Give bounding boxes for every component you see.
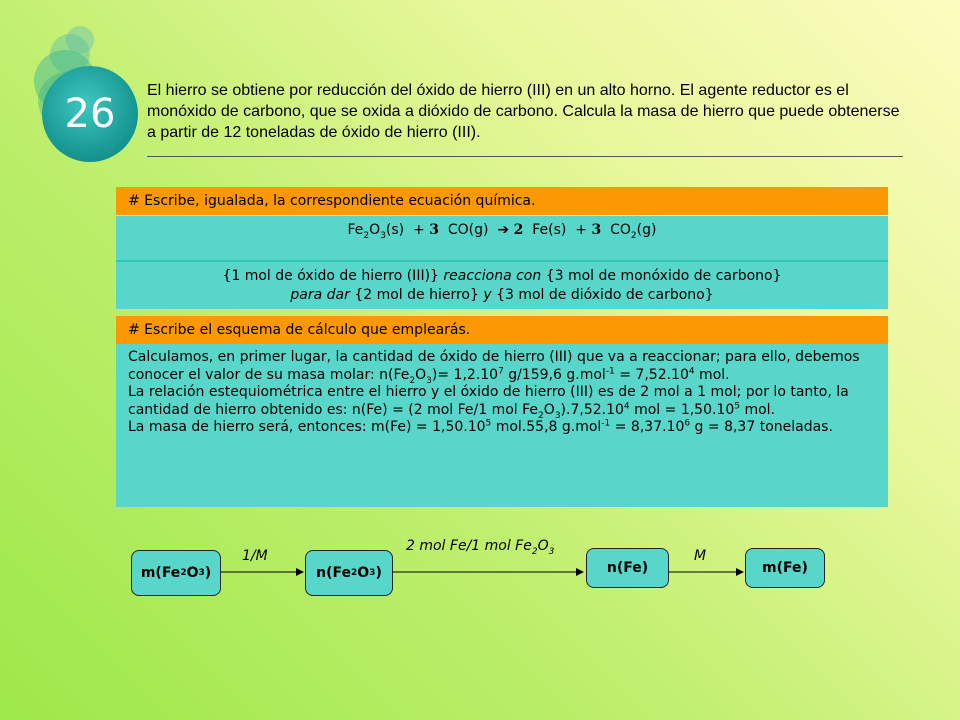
problem-statement: El hierro se obtiene por reducción del óxido de hierro (III) en un alto horno. El agente reductor es el monóxido de carbono, que se oxida a dióxido de carbono. Calcula la masa de hierro que puede obtenerse a partir de 12 toneladas de óxido de hierro (III). (147, 82, 900, 141)
coef-co2: 3 (591, 222, 602, 238)
calc-paragraph-2: La relación estequiométrica entre el hierro y el óxido de hierro (III) es de 2 mol a 1 mol; por lo tanto, la cantidad de hierro obtenido es: n(Fe) = (2 mol Fe/1 mol $Fe_2O_3).7,52.10^4$ mol = $1,50.10^5$ mol. (128, 384, 849, 421)
problem-number: 26 (42, 66, 138, 162)
meaning-text: y (483, 287, 492, 303)
coef-fe: 2 (513, 222, 524, 238)
meaning-text: {1 mol de óxido de hierro (III)} (222, 268, 439, 284)
arrow-icon: ➔ (497, 222, 510, 238)
node-moles-fe: n(Fe) (586, 548, 669, 588)
meaning-text: reacciona con (443, 268, 542, 284)
label-stoichiometric-ratio: 2 mol Fe/1 mol $Fe_2O_3$ (406, 538, 555, 557)
calc-paragraph-3: La masa de hierro será, entonces: $m(Fe) = 1,50.10^5$ mol.55,8 $g.mol^{-1} = 8,37.10^6$ g = 8,37 toneladas. (128, 418, 833, 435)
reactant-co: CO(g) (447, 222, 489, 238)
chemical-equation: $Fe_2O_3(s) + 3$ CO(g) ➔ 2 Fe(s) + 3 $CO_2(g)$ (116, 216, 888, 262)
meaning-text: {3 mol de dióxido de carbono} (496, 287, 714, 303)
meaning-text: {2 mol de hierro} (354, 287, 479, 303)
section1-header: # Escribe, igualada, la correspondiente ecuación química. (116, 187, 888, 215)
meaning-text: para dar (290, 287, 350, 303)
meaning-text: {3 mol de monóxido de carbono} (545, 268, 782, 284)
label-inverse-molar-mass: 1/M (242, 548, 268, 564)
node-mass-fe: m(Fe) (745, 548, 825, 588)
section2-header: # Escribe el esquema de cálculo que emplearás. (116, 316, 888, 344)
coef-co: 3 (429, 222, 439, 238)
node-mass-fe2o3: m(Fe 2 O 3 ) (131, 550, 221, 596)
product-fe: Fe(s) (532, 222, 567, 238)
product-co2: $CO_2(g)$ (610, 222, 657, 241)
node-moles-fe2o3: n(Fe 2 O 3 ) (305, 550, 393, 596)
calc-paragraph-1: Calculamos, en primer lugar, la cantidad de óxido de hierro (III) que va a reaccionar; para ello, debemos conocer el valor de su masa molar: $n(Fe_2O_3)= 1,2.10^7$ g/159,6 $g.mol^{-1} = 7,52.10^4$ mol. (128, 349, 860, 386)
reactant-fe2o3: $Fe_2O_3(s)$ (347, 222, 405, 241)
label-molar-mass: M (694, 548, 707, 564)
